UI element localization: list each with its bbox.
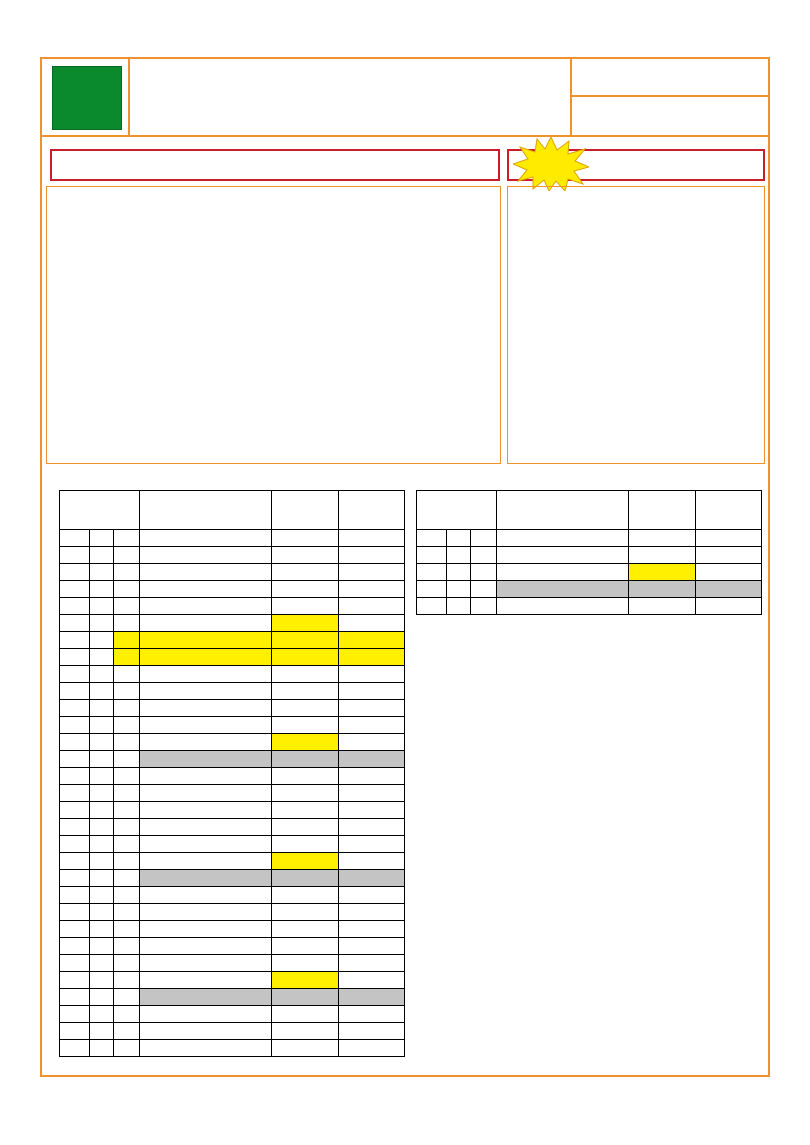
day-number [60,717,90,734]
close-time [339,615,405,632]
event-name [139,870,272,887]
table-row [60,717,405,734]
close-time [696,530,762,547]
weekday [89,819,113,836]
weekday [446,581,470,598]
event-header [139,491,272,530]
event-name [139,921,272,938]
table-row [60,853,405,870]
school-marker [113,955,139,972]
table-row [60,700,405,717]
open-time [272,700,339,717]
open-time [272,615,339,632]
day-number [60,802,90,819]
open-time [272,547,339,564]
important-burst-icon [513,137,589,191]
table-row [60,683,405,700]
school-marker [113,700,139,717]
table-row [60,989,405,1006]
alpha-logo [52,66,122,130]
event-name [139,802,272,819]
day-number [60,972,90,989]
issue-label [572,97,770,137]
event-name [496,530,629,547]
table-row [417,598,762,615]
close-time [339,530,405,547]
weekday [89,649,113,666]
event-name [496,564,629,581]
weekday [89,700,113,717]
weekday [89,955,113,972]
school-marker [470,547,496,564]
table-row [60,819,405,836]
table-row [60,904,405,921]
school-marker [113,853,139,870]
table-row [60,751,405,768]
weekday [89,581,113,598]
event-name [139,530,272,547]
day-number [60,853,90,870]
open-time [272,853,339,870]
weekday [89,972,113,989]
day-number [417,581,447,598]
school-marker [113,564,139,581]
open-time [272,649,339,666]
close-time [696,564,762,581]
school-marker [113,581,139,598]
weekday [89,836,113,853]
event-name [139,700,272,717]
open-time [272,1023,339,1040]
event-name [139,717,272,734]
close-time [339,972,405,989]
greeting-letter [46,186,501,464]
open-time [629,547,696,564]
open-time [629,530,696,547]
close-time [339,632,405,649]
event-name [496,598,629,615]
weekday [89,598,113,615]
day-number [60,666,90,683]
open-time [629,581,696,598]
school-marker [113,887,139,904]
table-row [60,972,405,989]
open-time [272,1006,339,1023]
table-header-row [417,491,762,530]
close-time [339,938,405,955]
open-time [272,955,339,972]
weekday [89,938,113,955]
school-marker [113,1006,139,1023]
close-time-header [339,491,405,530]
weekday [89,615,113,632]
event-name [139,768,272,785]
day-number [60,581,90,598]
close-time [339,734,405,751]
table-row [60,632,405,649]
open-time [272,921,339,938]
open-time [272,989,339,1006]
weekday [89,887,113,904]
open-time [272,819,339,836]
event-name [139,955,272,972]
school-marker [113,1040,139,1057]
table-row [417,547,762,564]
school-marker [113,768,139,785]
open-time [272,683,339,700]
weekday [446,598,470,615]
school-marker [113,938,139,955]
school-marker [470,564,496,581]
table-row [60,921,405,938]
close-time [339,904,405,921]
school-marker [113,1023,139,1040]
event-name [139,564,272,581]
event-name [139,649,272,666]
event-name [139,683,272,700]
school-marker [113,802,139,819]
school-marker [113,751,139,768]
table-row [417,530,762,547]
open-time [272,751,339,768]
open-time [272,581,339,598]
day-number [60,615,90,632]
day-number [60,632,90,649]
open-time [272,836,339,853]
event-name [139,972,272,989]
close-time [339,768,405,785]
table-row [60,547,405,564]
close-time [339,802,405,819]
weekday [89,853,113,870]
table-row [60,598,405,615]
table-row [60,530,405,547]
close-time-header [696,491,762,530]
table-row [60,734,405,751]
table-row [60,802,405,819]
table-header-row [60,491,405,530]
day-number [60,938,90,955]
event-name [139,615,272,632]
table-row [60,836,405,853]
event-name [496,581,629,598]
day-number [417,598,447,615]
close-time [339,564,405,581]
close-time [339,598,405,615]
weekday [89,904,113,921]
weekday [446,547,470,564]
weekday [446,530,470,547]
header-divider [128,57,130,137]
close-time [339,1006,405,1023]
school-marker [113,649,139,666]
weekday [89,921,113,938]
school-marker [113,598,139,615]
school-marker [470,581,496,598]
open-time [272,1040,339,1057]
weekday [89,1023,113,1040]
school-marker [113,785,139,802]
day-number [60,1040,90,1057]
close-time [339,989,405,1006]
weekday [89,683,113,700]
open-time [272,768,339,785]
close-time [339,649,405,666]
close-time [696,547,762,564]
day-number [60,870,90,887]
event-name [139,989,272,1006]
school-name [572,57,770,97]
day-number [60,819,90,836]
open-time [272,870,339,887]
open-time [272,938,339,955]
weekday [89,734,113,751]
table-row [60,581,405,598]
table-row [60,666,405,683]
weekday [89,632,113,649]
school-marker [113,904,139,921]
school-marker [113,734,139,751]
close-time [339,955,405,972]
weekday [89,989,113,1006]
day-number [417,564,447,581]
day-number [60,598,90,615]
event-name [139,1006,272,1023]
event-name [139,785,272,802]
table-row [417,564,762,581]
headline [50,149,500,181]
school-marker [113,819,139,836]
close-time [339,581,405,598]
event-name [139,581,272,598]
day-number [60,785,90,802]
school-marker [113,717,139,734]
close-time [339,853,405,870]
open-time [272,666,339,683]
event-name [139,666,272,683]
november-schedule-table [416,490,762,615]
table-row [60,1023,405,1040]
notes-box [507,186,765,464]
day-number [60,904,90,921]
event-name [496,547,629,564]
open-time [272,802,339,819]
day-number [60,921,90,938]
close-time [339,836,405,853]
weekday [89,870,113,887]
school-marker [113,870,139,887]
open-time [272,598,339,615]
day-number [60,887,90,904]
day-number [60,530,90,547]
day-number [60,836,90,853]
table-row [60,1006,405,1023]
weekday [89,564,113,581]
event-name [139,734,272,751]
close-time [339,700,405,717]
close-time [339,666,405,683]
table-row [60,615,405,632]
school-marker [113,836,139,853]
open-time [629,598,696,615]
event-name [139,1023,272,1040]
weekday [89,751,113,768]
open-time [272,530,339,547]
day-number [60,955,90,972]
close-time [339,1023,405,1040]
close-time [339,819,405,836]
weekday [89,547,113,564]
school-marker [113,972,139,989]
weekday [89,717,113,734]
table-row [60,938,405,955]
event-name [139,632,272,649]
table-row [60,870,405,887]
day-number [60,734,90,751]
close-time [339,1040,405,1057]
event-name [139,751,272,768]
close-time [339,683,405,700]
day-number [60,564,90,581]
close-time [339,870,405,887]
event-name [139,598,272,615]
school-marker [113,683,139,700]
close-time [696,598,762,615]
table-row [60,649,405,666]
event-name [139,836,272,853]
weekday [89,785,113,802]
day-number [60,751,90,768]
school-marker [113,547,139,564]
school-marker [113,530,139,547]
day-number [60,700,90,717]
close-time [339,785,405,802]
table-row [60,887,405,904]
event-header [496,491,629,530]
open-time [272,904,339,921]
close-time [696,581,762,598]
day-number [60,768,90,785]
close-time [339,547,405,564]
school-marker [113,615,139,632]
open-time [272,717,339,734]
table-row [60,785,405,802]
day-number [60,547,90,564]
open-time [272,887,339,904]
school-marker [470,598,496,615]
school-marker [113,666,139,683]
event-name [139,938,272,955]
day-number [417,547,447,564]
school-marker [113,921,139,938]
school-marker [113,989,139,1006]
weekday [89,1006,113,1023]
weekday [446,564,470,581]
day-number [417,530,447,547]
open-time [629,564,696,581]
open-time [272,734,339,751]
event-name [139,1040,272,1057]
table-row [60,955,405,972]
table-row [60,768,405,785]
close-time [339,717,405,734]
day-number [60,989,90,1006]
event-name [139,547,272,564]
day-number [60,683,90,700]
open-time-header [272,491,339,530]
table-row [60,1040,405,1057]
event-name [139,904,272,921]
open-time [272,632,339,649]
close-time [339,887,405,904]
day-number [60,649,90,666]
close-time [339,751,405,768]
day-number [60,1023,90,1040]
weekday [89,768,113,785]
weekday [89,1040,113,1057]
weekday [89,666,113,683]
event-name [139,887,272,904]
open-time [272,564,339,581]
day-number [60,1006,90,1023]
school-marker [470,530,496,547]
open-time [272,785,339,802]
weekday [89,802,113,819]
close-time [339,921,405,938]
school-marker [113,632,139,649]
table-row [60,564,405,581]
open-time-header [629,491,696,530]
event-name [139,819,272,836]
weekday [89,530,113,547]
october-schedule-table [59,490,405,1057]
event-name [139,853,272,870]
table-row [417,581,762,598]
open-time [272,972,339,989]
